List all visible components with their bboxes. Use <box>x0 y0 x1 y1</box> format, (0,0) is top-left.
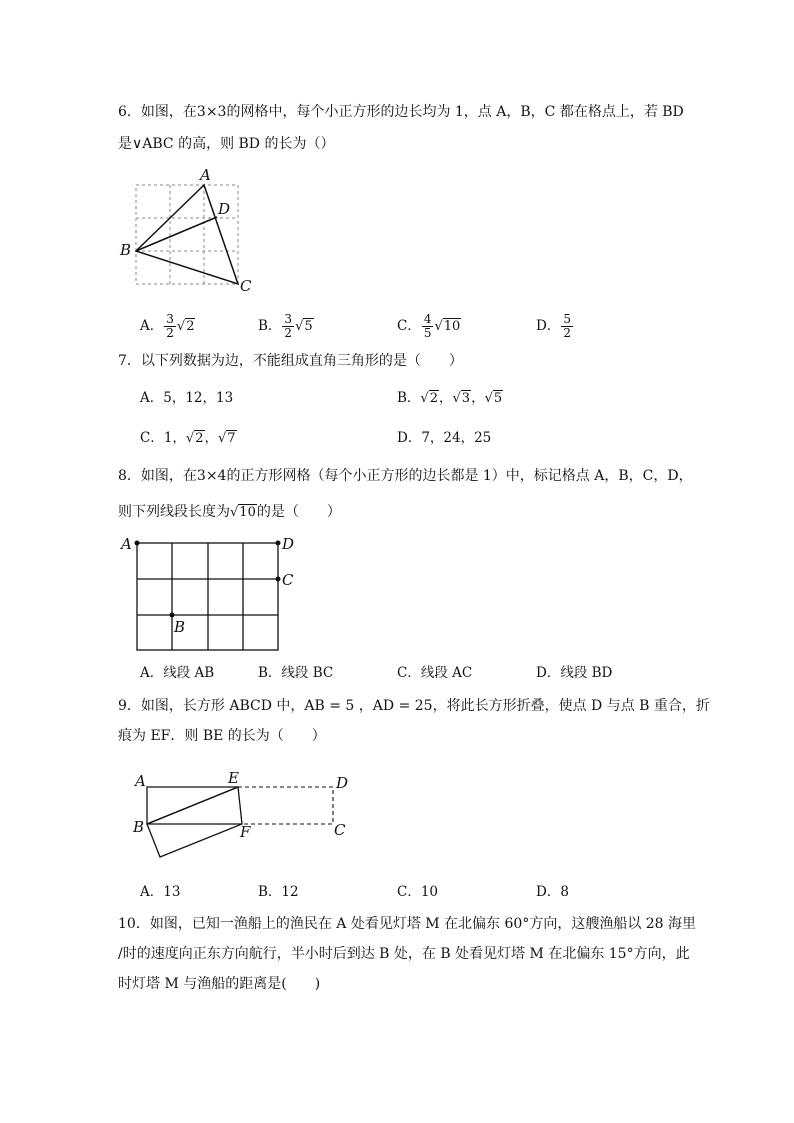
q9-option-a[interactable]: A．13 <box>140 884 181 900</box>
q7-option-c[interactable]: C．1，√2，√7 <box>140 430 236 446</box>
q9-label-a: A <box>135 772 146 790</box>
q8-label-d: D <box>282 535 295 553</box>
q8-option-d[interactable]: D．线段 BD <box>536 665 613 681</box>
q9-label-c: C <box>334 821 346 839</box>
q8-option-c[interactable]: C．线段 AC <box>397 665 473 681</box>
q9-label-d: D <box>336 774 349 792</box>
q9-option-b[interactable]: B．12 <box>258 884 299 900</box>
q6-option-c[interactable]: C． $\frac{4}{5}$ √10 <box>397 312 461 340</box>
q8-stem-line1: 8．如图，在3×4的正方形网格（每个小正方形的边长都是 1）中，标记格点 A，B，C，D， <box>118 468 693 484</box>
q9-label-b: B <box>133 818 145 836</box>
q9-label-e: E <box>228 769 239 787</box>
q10-stem-line3: 时灯塔 M 与渔船的距离是( ) <box>118 976 321 992</box>
q7-option-b[interactable]: B．√2，√3，√5 <box>397 390 503 406</box>
q8-option-a[interactable]: A．线段 AB <box>140 665 215 681</box>
q6-option-b[interactable]: B． $\frac{3}{2}$ √5 <box>258 312 313 340</box>
q6-option-a[interactable]: A． $\frac{3}{2}$ √2 <box>140 312 195 340</box>
q9-label-f: F <box>240 823 251 841</box>
q8-figure <box>118 533 308 663</box>
q6-label-a: A <box>200 166 211 184</box>
q8-label-c: C <box>282 571 294 589</box>
q6-label-d: D <box>218 200 231 218</box>
q6-stem-line1: 6．如图，在3×3的网格中，每个小正方形的边长均为 1，点 A，B，C 都在格点上，若 BD <box>118 104 684 120</box>
q8-option-b[interactable]: B．线段 BC <box>258 665 334 681</box>
q6-stem-line2: 是∨ABC 的高，则 BD 的长为（） <box>118 136 335 152</box>
q10-stem-line2: /时的速度向正东方向航行，半小时后到达 B 处，在 B 处看见灯塔 M 在北偏东 15°方向，此 <box>118 946 690 962</box>
q6-label-c: C <box>240 277 252 295</box>
q9-stem-line2: 痕为 EF．则 BE 的长为（ ） <box>118 728 326 744</box>
q9-option-c[interactable]: C．10 <box>397 884 439 900</box>
q8-label-b: B <box>174 618 186 636</box>
q6-option-d[interactable]: D． $\frac{5}{2}$ <box>536 312 571 340</box>
q7-stem: 7．以下列数据为边，不能组成直角三角形的是（ ） <box>118 353 463 369</box>
q9-figure <box>128 770 358 870</box>
q7-option-a[interactable]: A．5，12，13 <box>140 390 234 406</box>
q8-stem-line2: 则下列线段长度为√10的是（ ） <box>118 504 341 520</box>
q8-label-a: A <box>121 535 132 553</box>
q9-option-d[interactable]: D．8 <box>536 884 569 900</box>
q10-stem-line1: 10．如图，已知一渔船上的渔民在 A 处看见灯塔 M 在北偏东 60°方向，这艘渔船以 28 海里 <box>118 916 697 932</box>
q6-figure <box>112 165 262 295</box>
q9-stem-line1: 9．如图，长方形 ABCD 中，AB = 5 ，AD = 25，将此长方形折叠，使点 D 与点 B 重合，折 <box>118 698 710 714</box>
q7-option-d[interactable]: D．7，24，25 <box>397 430 492 446</box>
q6-label-b: B <box>120 241 132 259</box>
